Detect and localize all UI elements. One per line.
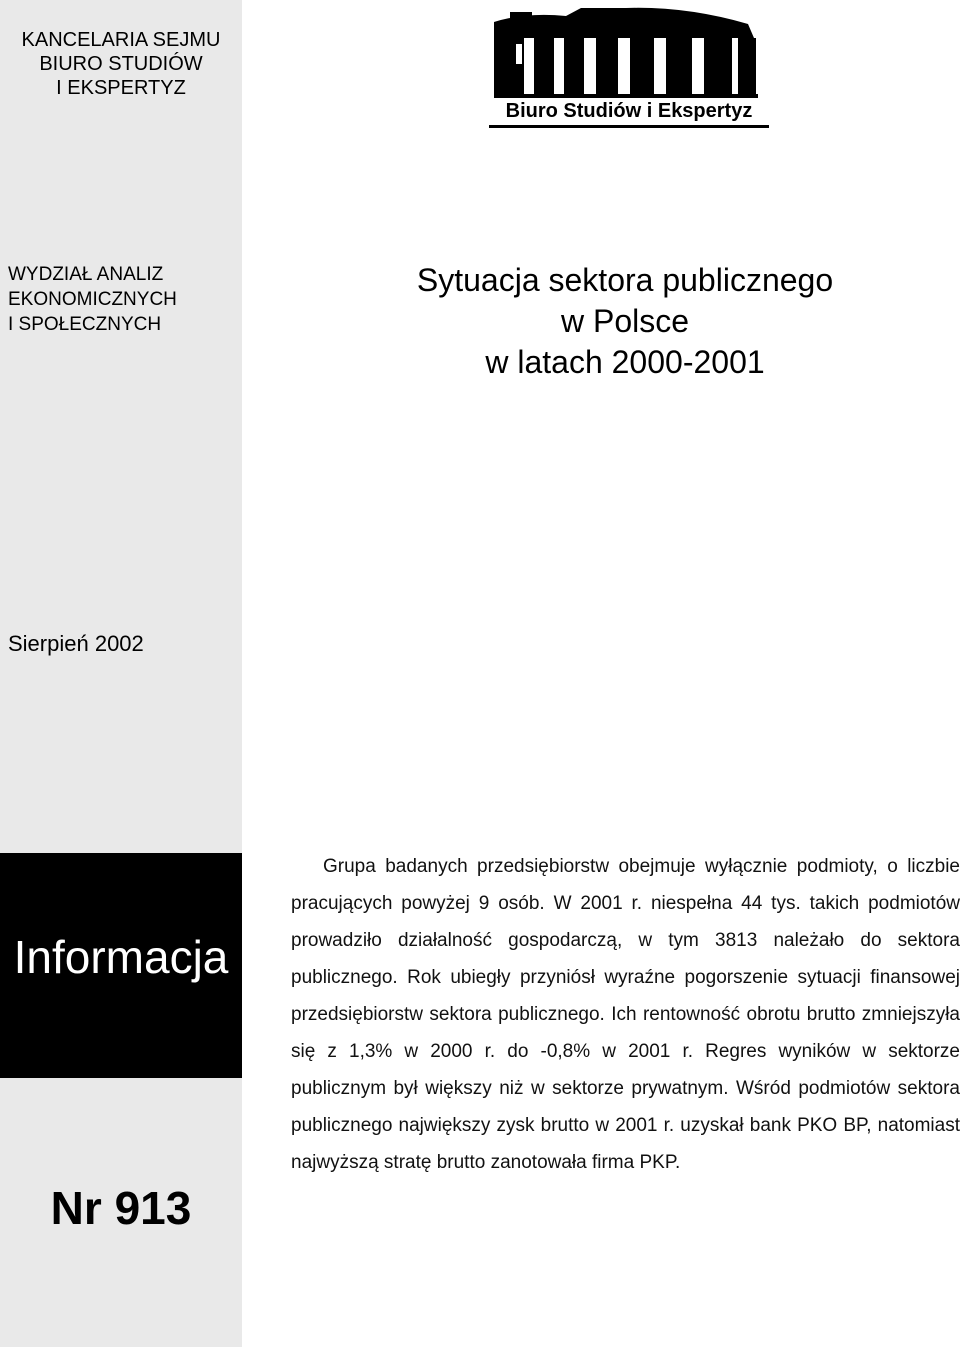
department-line: EKONOMICZNYCH <box>8 289 177 310</box>
office-line: BIURO STUDIÓW <box>39 53 203 75</box>
sidebar <box>0 0 242 1347</box>
columned-building-icon <box>486 4 772 100</box>
logo-caption: Biuro Studiów i Ekspertyz <box>505 100 753 122</box>
info-label: Informacja <box>13 931 229 983</box>
office-line: KANCELARIA SEJMU <box>21 29 221 51</box>
publication-date: Sierpień 2002 <box>8 631 144 656</box>
logo-underline <box>489 125 769 128</box>
title-line: Sytuacja sektora publicznego <box>416 262 834 298</box>
bureau-logo <box>486 4 772 130</box>
summary-paragraph: Grupa badanych przedsiębiorstw obejmuje wyłącznie podmioty, o liczbie pracujących powyżej 9 osób. W 2001 r. niespełna 44 tys. takich podmiotów prowadziło działalność gospodarczą, w tym 3813 należało do sektora publicznego. Rok ubiegły przyniósł wyraźne pogorszenie sytuacji finansowej przedsiębiorstw sektora publicznego. Ich rentowność obrotu brutto zmniejszyła się z 1,3% w 2000 r. do -0,8% w 2001 r. Regres wyników w sektorze publicznym był większy niż w sektorze prywatnym. Wśród podmiotów sektora publicznego największy zysk brutto w 2001 r. uzyskał bank PKO BP, natomiast najwyższą stratę brutto zanotowała firma PKP. <box>291 856 960 1173</box>
issue-number: Nr 913 <box>50 1182 192 1234</box>
office-line: I EKSPERTYZ <box>56 77 186 99</box>
office-name <box>0 28 242 100</box>
title-line: w Polsce <box>560 303 690 339</box>
document-title <box>290 260 960 383</box>
title-line: w latach 2000-2001 <box>485 344 765 380</box>
department-line: I SPOŁECZNYCH <box>8 314 162 335</box>
department-name <box>8 262 242 337</box>
info-block <box>0 853 242 1078</box>
department-line: WYDZIAŁ ANALIZ <box>8 264 164 285</box>
